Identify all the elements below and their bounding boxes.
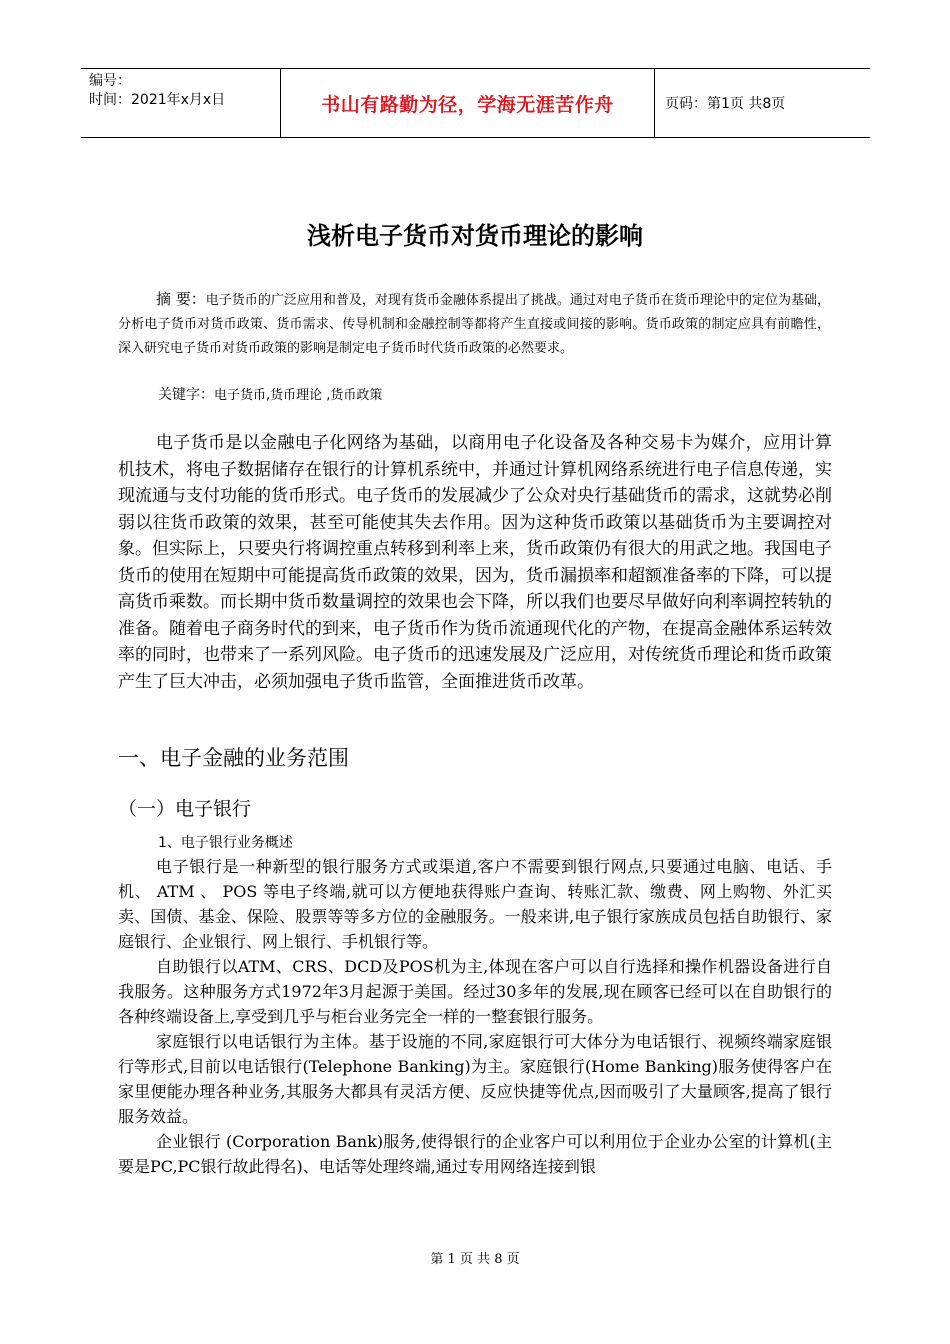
abstract-label: 摘 要： [156,290,206,308]
keywords-text: 电子货币,货币理论 ,货币政策 [214,388,383,403]
header-meta [81,69,281,137]
subsubsection-heading: 1、电子银行业务概述 [158,835,293,851]
header-motto: 书山有路勤为径，学海无涯苦作舟 [281,69,655,137]
section-body [118,854,832,1179]
body-paragraph: 企业银行 (Corporation Bank)服务,使得银行的企业客户可以利用位于企业办公室的计算机(主要是PC,PC银行故此得名)、电话等处理终端,通过专用网络连接到银 [118,1132,832,1176]
number-label: 编号： [89,73,131,89]
time-label: 时间：2021年x月x日 [89,92,226,108]
intro-paragraph: 电子货币是以金融电子化网络为基础，以商用电子化设备及各种交易卡为媒介，应用计算机技术，将电子数据储存在银行的计算机系统中，并通过计算机网络系统进行电子信息传递，实现流通与支付功能的货币形式。电子货币的发展减少了公众对央行基础货币的需求，这就势必削弱以往货币政策的效果，甚至可能使其失去作用。因为这种货币政策以基础货币为主要调控对象。但实际上，只要央行将调控重点转移到利率上来，货币政策仍有很大的用武之地。我国电子货币的使用在短期中可能提高货币政策的效果，因为，货币漏损率和超额准备率的下降，可以提高货币乘数。而长期中货币数量调控的效果也会下降，所以我们也要尽早做好向利率调控转轨的准备。随着电子商务时代的到来，电子货币作为货币流通现代化的产物，在提高金融体系运转效率的同时，也带来了一系列风险。电子货币的迅速发展及广泛应用，对传统货币理论和货币政策产生了巨大冲击，必须加强电子货币监管，全面推进货币改革。 [118,433,832,692]
document-title: 浅析电子货币对货币理论的影响 [307,222,643,250]
keywords-label: 关键字： [158,387,214,403]
subsection-heading: （一）电子银行 [118,798,252,820]
section-heading: 一、电子金融的业务范围 [118,746,349,770]
keywords [158,384,382,404]
body-paragraph: 电子银行是一种新型的银行服务方式或渠道,客户不需要到银行网点,只要通过电脑、电话、手机、 ATM 、 POS 等电子终端,就可以方便地获得账户查询、转账汇款、缴费、网上购物、外汇买卖、国债、基金、保险、股票等等多方位的金融服务。一般来讲,电子银行家族成员包括自助银行、家庭银行、企业银行、网上银行、手机银行等。 [118,857,832,951]
header-table [81,68,870,138]
body-paragraph: 自助银行以ATM、CRS、DCD及POS机为主,体现在客户可以自行选择和操作机器设备进行自我服务。这种服务方式1972年3月起源于美国。经过30多年的发展,现在顾客已经可以在自助银行的各种终端设备上,享受到几乎与柜台业务完全一样的一整套银行服务。 [118,957,832,1026]
body-paragraph: 家庭银行以电话银行为主体。基于设施的不同,家庭银行可大体分为电话银行、视频终端家庭银行等形式,目前以电话银行(Telephone Banking)为主。家庭银行(Home Banking)服务使得客户在家里便能办理各种业务,其服务大都具有灵活方便、反应快捷等优点,因而吸引了大量顾客,提高了银行服务效益。 [118,1032,832,1126]
page-footer: 第 1 页 共 8 页 [430,1252,520,1267]
abstract [118,287,830,361]
header-page-info: 页码：第1页 共8页 [665,96,786,112]
abstract-text: 电子货币的广泛应用和普及，对现有货币金融体系提出了挑战。通过对电子货币在货币理论中的定位为基础，分析电子货币对货币政策、货币需求、传导机制和金融控制等都将产生直接或间接的影响。货币政策的制定应具有前瞻性，深入研究电子货币对货币政策的影响是制定电子货币时代货币政策的必然要求。 [118,293,830,356]
